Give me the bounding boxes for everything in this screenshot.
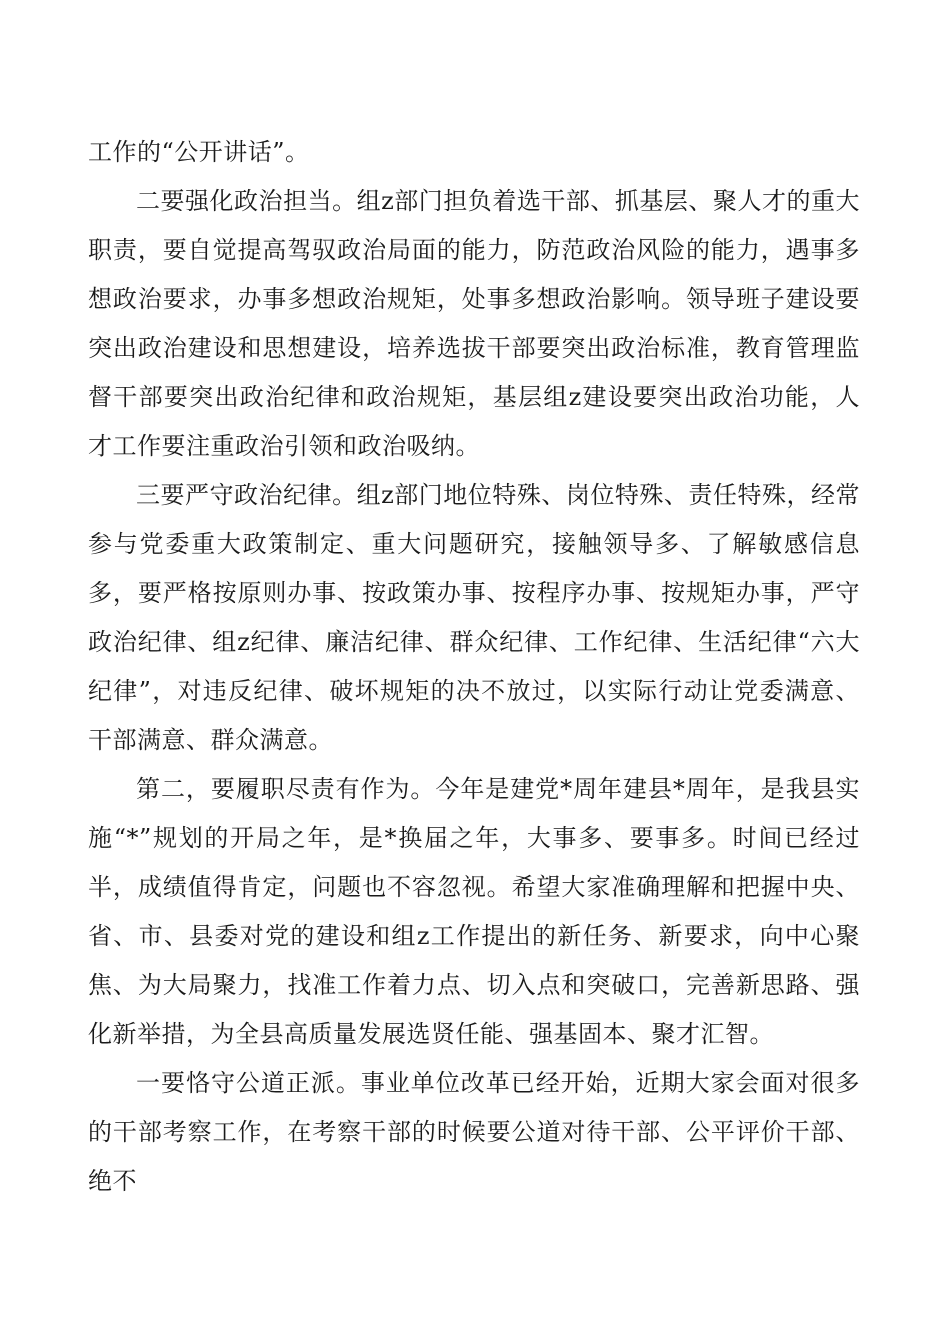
paragraph-continuation: 工作的“公开讲话”。: [88, 138, 310, 166]
paragraph-political-responsibility: 二要强化政治担当。组z部门担负着选干部、抓基层、聚人才的重大职责，要自觉提高驾驭政治局面的能力，防范政治风险的能力，遇事多想政治要求，办事多想政治规矩，处事多想政治影响。领导班子建设要突出政治建设和思想建设，培养选拔干部要突出政治标准，教育管理监督干部要突出政治纪律和政治规矩，基层组z建设要突出政治功能，人才工作要注重政治引领和政治吸纳。: [88, 187, 860, 460]
paragraph-political-discipline: 三要严守政治纪律。组z部门地位特殊、岗位特殊、责任特殊，经常参与党委重大政策制定、重大问题研究，接触领导多、了解敏感信息多，要严格按原则办事、按政策办事、按程序办事、按规矩办事，严守政治纪律、组z纪律、廉洁纪律、群众纪律、工作纪律、生活纪律“六大纪律”，对违反纪律、破坏规矩的决不放过，以实际行动让党委满意、干部满意、群众满意。: [88, 481, 860, 754]
document-body: [88, 128, 860, 1206]
paragraph-duty-performance: 第二，要履职尽责有作为。今年是建党*周年建县*周年，是我县实施“*”规划的开局之年，是*换届之年，大事多、要事多。时间已经过半，成绩值得肯定，问题也不容忽视。希望大家准确理解和把握中央、省、市、县委对党的建设和组z工作提出的新任务、新要求，向中心聚焦、为大局聚力，找准工作着力点、切入点和突破口，完善新思路、强化新举措，为全县高质量发展选贤任能、强基固本、聚才汇智。: [88, 775, 860, 1048]
paragraph-fairness: 一要恪守公道正派。事业单位改革已经开始，近期大家会面对很多的干部考察工作，在考察干部的时候要公道对待干部、公平评价干部、绝不: [88, 1069, 860, 1195]
